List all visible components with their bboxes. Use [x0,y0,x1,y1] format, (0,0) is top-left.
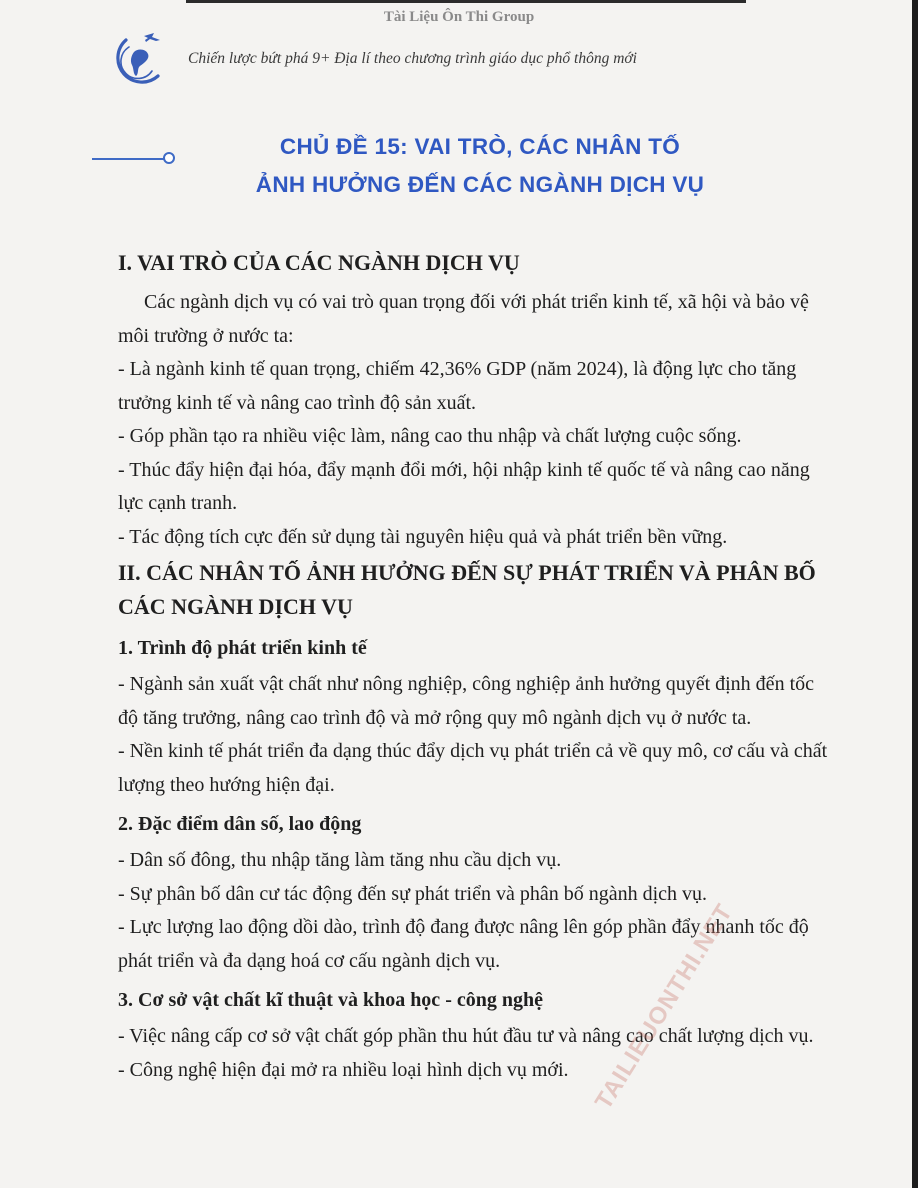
subsection-3-heading: 3. Cơ sở vật chất kĩ thuật và khoa học - công nghệ [118,989,543,1011]
topic-heading [0,120,918,210]
subsection-3-bullet: - Việc nâng cấp cơ sở vật chất góp phần thu hút đầu tư và nâng cao chất lượng dịch vụ. [118,1025,814,1047]
subsection-2-heading: 2. Đặc điểm dân số, lao động [118,813,362,835]
section-1-bullet: - Là ngành kinh tế quan trọng, chiếm 42,36% GDP (năm 2024), là động lực cho tăng trưởng kinh tế và nâng cao trình độ sản xuất. [118,358,797,414]
topic-title-line2: ẢNH HƯỞNG ĐẾN CÁC NGÀNH DỊCH VỤ [255,172,705,197]
top-rule [186,0,746,3]
topic-title [200,128,760,204]
globe-airplane-icon [106,30,170,90]
section-1-bullet: - Tác động tích cực đến sử dụng tài nguyên hiệu quả và phát triển bền vững. [118,525,728,548]
subsection-2-bullet: - Dân số đông, thu nhập tăng làm tăng nhu cầu dịch vụ. [118,849,562,871]
section-2-heading: II. CÁC NHÂN TỐ ẢNH HƯỞNG ĐẾN SỰ PHÁT TRIỂN VÀ PHÂN BỐ CÁC NGÀNH DỊCH VỤ [118,560,816,619]
section-1-bullet: - Góp phần tạo ra nhiều việc làm, nâng cao thu nhập và chất lượng cuộc sống. [118,425,742,447]
section-1-bullet: - Thúc đẩy hiện đại hóa, đẩy mạnh đổi mới, hội nhập kinh tế quốc tế và nâng cao năng lực cạnh tranh. [118,458,810,514]
topic-title-line1: CHỦ ĐỀ 15: VAI TRÒ, CÁC NHÂN TỐ [279,134,681,159]
subsection-1-bullet: - Ngành sản xuất vật chất như nông nghiệp, công nghiệp ảnh hưởng quyết định đến tốc độ tăng trưởng, nâng cao trình độ và mở rộng quy mô ngành dịch vụ ở nước ta. [118,673,814,729]
section-1-heading: I. VAI TRÒ CỦA CÁC NGÀNH DỊCH VỤ [118,250,520,275]
subsection-3-bullet: - Công nghệ hiện đại mở ra nhiều loại hình dịch vụ mới. [118,1058,569,1081]
subsection-1-bullet: - Nền kinh tế phát triển đa dạng thúc đẩy dịch vụ phát triển cả về quy mô, cơ cấu và chất lượng theo hướng hiện đại. [118,740,828,796]
watermark-diagonal: TAILIEUONTHI.NET [590,899,739,1115]
watermark-top: Tài Liệu Ôn Thi Group [383,9,535,25]
page-header [106,30,826,88]
topic-decor-line [92,158,168,160]
series-title: Chiến lược bứt phá 9+ Địa lí theo chương trình giáo dục phổ thông mới [188,50,637,67]
section-1-intro: Các ngành dịch vụ có vai trò quan trọng đối với phát triển kinh tế, xã hội và bảo vệ môi trường ở nước ta: [118,291,809,347]
main-content [118,246,834,1087]
subsection-2-bullet: - Lực lượng lao động dồi dào, trình độ đang được nâng lên góp phần đẩy nhanh tốc độ phát triển và đa dạng hoá cơ cấu ngành dịch vụ. [118,916,809,972]
topic-decor-dot [163,152,175,164]
subsection-1-heading: 1. Trình độ phát triển kinh tế [118,637,367,659]
subsection-2-bullet: - Sự phân bố dân cư tác động đến sự phát triển và phân bố ngành dịch vụ. [118,882,708,905]
